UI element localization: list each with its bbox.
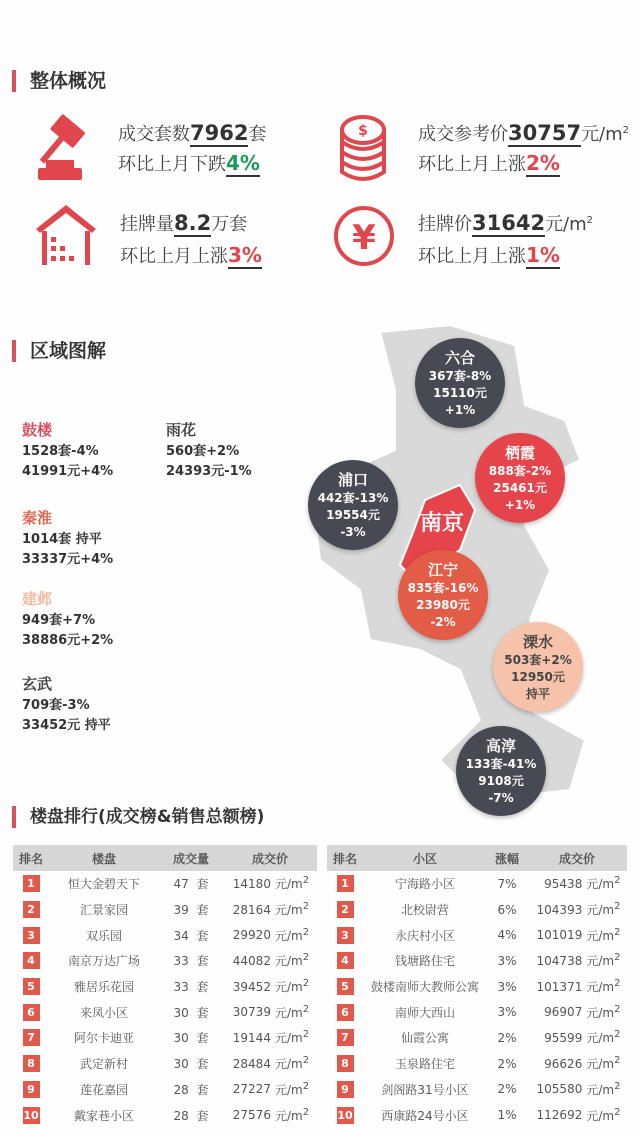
table-row [327, 999, 627, 1025]
yuan-icon [332, 204, 396, 268]
table-row [13, 1051, 317, 1077]
project-name: 武定新村 [79, 1057, 128, 1072]
district-qinhuai: 秦淮 1014套 持平 33337元+4% [22, 509, 114, 567]
rank-badge: 4 [23, 952, 40, 969]
city-label: 南京 [419, 511, 465, 536]
rank-badge: 5 [23, 978, 40, 995]
price-unit: 元$/m^2$ [586, 952, 621, 969]
bubble-lishui: 溧水 503套+2% 12950元 持平 [493, 622, 583, 712]
coins-icon [338, 114, 388, 184]
table-row [327, 1077, 627, 1103]
rank-badge: 5 [337, 978, 354, 995]
deal-volume: 34 套 [173, 928, 209, 943]
price-rise: 2% [497, 1082, 517, 1097]
deal-price: 96907 [544, 1005, 583, 1020]
price-unit: 元$/m^2$ [586, 1029, 621, 1046]
stat-deal-price: 成交参考价30757元$/m^2$ [418, 121, 630, 145]
table-row [327, 871, 627, 897]
table-row [327, 974, 627, 1000]
project-name: 莲花嘉园 [79, 1082, 128, 1097]
bubble-qixia: 栖霞 888套-2% 25461元 +1% [475, 433, 565, 523]
project-name: 阿尔卡迪亚 [73, 1031, 134, 1046]
deal-price: 28164 [232, 902, 271, 917]
project-name: 恒大金碧天下 [67, 877, 140, 892]
project-name: 雅居乐花园 [73, 980, 134, 995]
price-unit: 元$/m^2$ [274, 926, 310, 943]
col-community: 小区 [363, 845, 487, 871]
deal-volume: 39 套 [173, 903, 209, 918]
price-rise: 3% [497, 953, 517, 968]
deal-price: 96626 [544, 1056, 583, 1071]
table-row [327, 948, 627, 974]
table-row [13, 999, 317, 1025]
community-name: 仙霞公寓 [400, 1031, 449, 1046]
project-name: 戴家巷小区 [73, 1108, 134, 1123]
price-unit: 元$/m^2$ [586, 901, 621, 918]
deal-price: 14180 [232, 876, 271, 891]
house-icon [34, 203, 98, 267]
district-xuanwu: 玄武 709套-3% 33452元 持平 [22, 675, 111, 733]
price-rise-ranking-table [327, 845, 627, 1128]
col-project: 楼盘 [49, 845, 159, 871]
table-row [13, 974, 317, 1000]
deal-price: 104393 [536, 902, 583, 917]
table-row [327, 1051, 627, 1077]
table-row [327, 1102, 627, 1128]
deal-price: 112692 [536, 1108, 583, 1123]
community-name: 西康路24号小区 [381, 1108, 469, 1123]
section-title-region: 区域图解 [12, 340, 106, 362]
col-rank: 排名 [13, 845, 49, 871]
rank-badge: 2 [337, 901, 354, 918]
deal-volume: 47 套 [173, 877, 209, 892]
community-name: 北校尉营 [400, 903, 449, 918]
rank-badge: 6 [337, 1004, 354, 1021]
project-name: 南京万达广场 [67, 954, 140, 969]
rank-badge: 3 [23, 927, 40, 944]
price-unit: 元$/m^2$ [586, 1003, 621, 1020]
table-row [327, 897, 627, 923]
community-name: 鼓楼南师大教师公寓 [370, 980, 479, 995]
price-unit: 元$/m^2$ [274, 978, 310, 995]
table-row [327, 1025, 627, 1051]
project-name: 汇景家园 [79, 903, 128, 918]
rank-badge: 10 [337, 1108, 353, 1122]
bubble-jiangning: 江宁 835套-16% 23980元 -2% [398, 550, 488, 640]
deal-price: 27576 [232, 1108, 271, 1123]
price-unit: 元$/m^2$ [274, 875, 310, 892]
col-volume: 成交量 [159, 845, 223, 871]
price-unit: 元$/m^2$ [274, 1055, 310, 1072]
section-title-overview: 整体概况 [12, 70, 106, 92]
deals-ranking-table [13, 845, 317, 1128]
price-unit: 元$/m^2$ [586, 926, 621, 943]
deal-volume: 30 套 [173, 1005, 209, 1020]
stat-listings-change: 环比上月上涨3% [120, 243, 262, 267]
price-unit: 元$/m^2$ [274, 1003, 310, 1020]
price-unit: 元$/m^2$ [586, 1080, 621, 1097]
stat-deal-price-change: 环比上月上涨2% [418, 151, 560, 175]
price-rise: 3% [497, 979, 517, 994]
col-rank: 排名 [327, 845, 363, 871]
table-row [13, 1025, 317, 1051]
table-row [13, 922, 317, 948]
price-rise: 2% [497, 1056, 517, 1071]
bubble-pukou: 浦口 442套-13% 19554元 -3% [308, 460, 398, 550]
deal-price: 104738 [536, 953, 583, 968]
deal-price: 29920 [232, 928, 271, 943]
deal-price: 28484 [232, 1056, 271, 1071]
price-unit: 元$/m^2$ [274, 901, 310, 918]
community-name: 南师大西山 [394, 1005, 455, 1020]
community-name: 钱塘路住宅 [394, 954, 455, 969]
deal-price: 95438 [544, 876, 583, 891]
community-name: 剑阁路31号小区 [381, 1082, 469, 1097]
deal-price: 105580 [536, 1082, 583, 1097]
stat-listing-price: 挂牌价31642元$/m^2$ [418, 211, 594, 235]
rank-badge: 8 [23, 1055, 40, 1072]
price-rise: 1% [497, 1108, 517, 1123]
rank-badge: 7 [23, 1029, 40, 1046]
price-rise: 6% [497, 902, 517, 917]
deal-volume: 30 套 [173, 1031, 209, 1046]
price-unit: 元$/m^2$ [586, 978, 621, 995]
price-unit: 元$/m^2$ [274, 1080, 310, 1097]
col-price: 成交价 [527, 845, 627, 871]
deal-volume: 33 套 [173, 980, 209, 995]
price-unit: 元$/m^2$ [586, 1106, 621, 1123]
rank-badge: 2 [23, 901, 40, 918]
stat-listings: 挂牌量8.2万套 [120, 211, 248, 235]
svg-text:¥: ¥ [352, 218, 376, 258]
deal-volume: 28 套 [173, 1082, 209, 1097]
rank-badge: 9 [337, 1081, 354, 1098]
rank-badge: 1 [23, 875, 40, 892]
stat-deals-count: 成交套数7962套 [118, 121, 267, 145]
table-row [13, 1077, 317, 1103]
section-title-ranking: 楼盘排行(成交榜&销售总额榜) [12, 806, 264, 828]
price-unit: 元$/m^2$ [274, 1029, 310, 1046]
price-unit: 元$/m^2$ [274, 952, 310, 969]
deal-volume: 30 套 [173, 1057, 209, 1072]
price-rise: 2% [497, 1030, 517, 1045]
stat-deals-change: 环比上月下跌4% [118, 151, 260, 175]
price-rise: 7% [497, 876, 517, 891]
rank-badge: 8 [337, 1055, 354, 1072]
deal-price: 95599 [544, 1030, 583, 1045]
deal-price: 101019 [536, 928, 583, 943]
rank-badge: 3 [337, 927, 354, 944]
table-row [327, 922, 627, 948]
deal-price: 30739 [232, 1005, 271, 1020]
deal-price: 19144 [232, 1030, 271, 1045]
bubble-gaochun: 高淳 133套-41% 9108元 -7% [456, 726, 546, 816]
district-jianye: 建邺 949套+7% 38886元+2% [22, 590, 114, 648]
table-row [13, 1102, 317, 1128]
deal-price: 39452 [232, 979, 271, 994]
deal-price: 44082 [232, 953, 271, 968]
table-row [13, 948, 317, 974]
table-row [13, 897, 317, 923]
district-gulou: 鼓楼 1528套-4% 41991元+4% [22, 421, 114, 479]
col-rise: 涨幅 [487, 845, 527, 871]
gavel-icon [34, 112, 100, 184]
rank-badge: 10 [23, 1108, 39, 1122]
rank-badge: 4 [337, 952, 354, 969]
deal-volume: 28 套 [173, 1108, 209, 1123]
price-unit: 元$/m^2$ [274, 1106, 310, 1123]
rank-badge: 7 [337, 1029, 354, 1046]
stat-listing-price-change: 环比上月上涨1% [418, 243, 560, 267]
price-rise: 4% [497, 928, 517, 943]
project-name: 双乐园 [85, 928, 122, 943]
rank-badge: 6 [23, 1004, 40, 1021]
deal-price: 101371 [536, 979, 583, 994]
deal-price: 27227 [232, 1082, 271, 1097]
district-yuhua: 雨花 560套+2% 24393元-1% [166, 421, 252, 479]
community-name: 宁海路小区 [394, 877, 455, 892]
rank-badge: 9 [23, 1081, 40, 1098]
col-price: 成交价 [223, 845, 317, 871]
table-row [13, 871, 317, 897]
rank-badge: 1 [337, 875, 354, 892]
bubble-luhe: 六合 367套-8% 15110元 +1% [415, 338, 505, 428]
price-rise: 3% [497, 1005, 517, 1020]
svg-text:$: $ [358, 123, 368, 139]
price-unit: 元$/m^2$ [586, 875, 621, 892]
project-name: 来凤小区 [79, 1005, 128, 1020]
community-name: 永庆村小区 [394, 928, 455, 943]
deal-volume: 33 套 [173, 954, 209, 969]
price-unit: 元$/m^2$ [586, 1055, 621, 1072]
community-name: 玉泉路住宅 [394, 1057, 455, 1072]
